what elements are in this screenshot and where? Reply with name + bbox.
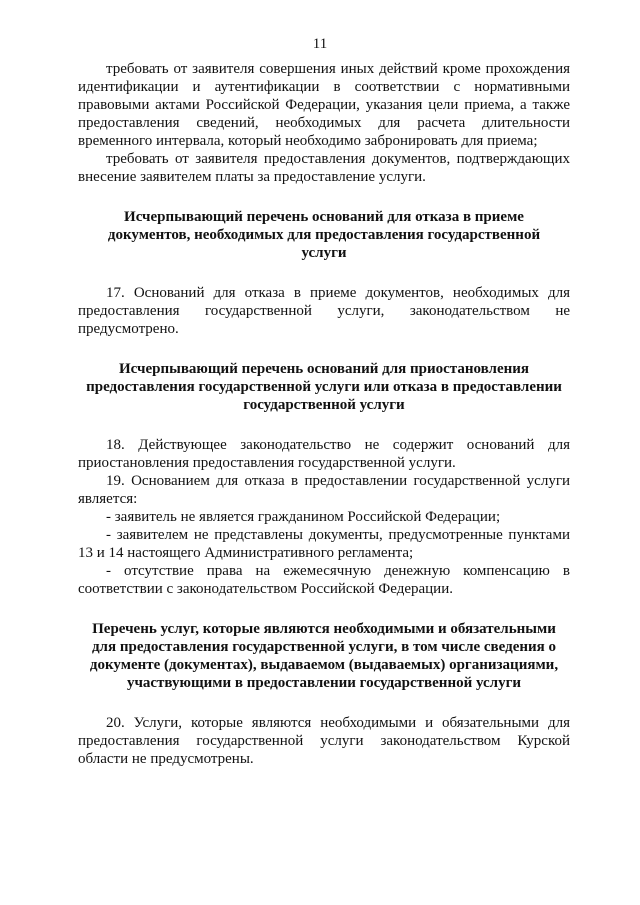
section-heading-suspension-refusal: Исчерпывающий перечень оснований для приостановления предоставления государственной услуги или отказа в предоставлении государственной услуги xyxy=(86,361,562,413)
paragraph-20: 20. Услуги, которые являются необходимыми и обязательными для предоставления государственной услуги законодательством Курской области не предусмотрены. xyxy=(78,715,570,767)
section-heading-refusal-documents: Исчерпывающий перечень оснований для отказа в приеме документов, необходимых для предоставления государственной услуги xyxy=(107,209,541,261)
document-body xyxy=(78,60,570,768)
intro-paragraph-2: требовать от заявителя предоставления документов, подтверждающих внесение заявителем платы за предоставление услуги. xyxy=(78,151,570,185)
page-number: 11 xyxy=(312,36,328,52)
list-item-missing-documents: - заявителем не представлены документы, предусмотренные пунктами 13 и 14 настоящего Административного регламента; xyxy=(78,527,570,561)
paragraph-19: 19. Основанием для отказа в предоставлении государственной услуги является: xyxy=(78,473,570,507)
list-item-not-citizen: - заявитель не является гражданином Российской Федерации; xyxy=(106,509,501,525)
list-item-no-right: - отсутствие права на ежемесячную денежную компенсацию в соответствии с законодательством Российской Федерации. xyxy=(78,563,570,597)
intro-paragraph-1: требовать от заявителя совершения иных действий кроме прохождения идентификации и аутентификации в соответствии с нормативными правовыми актами Российской Федерации, указания цели приема, а также предоставления сведений, необходимых для расчета длительности временного интервала, который необходимо забронировать для приема; xyxy=(78,61,570,149)
section-heading-required-services: Перечень услуг, которые являются необходимыми и обязательными для предоставления государственной услуги, в том числе сведения о документе (документах), выдаваемом (выдаваемых) организациями, участвующими в предоставлении государственной услуги xyxy=(89,621,559,691)
paragraph-18: 18. Действующее законодательство не содержит оснований для приостановления предоставления государственной услуги. xyxy=(78,437,570,471)
paragraph-17: 17. Оснований для отказа в приеме документов, необходимых для предоставления государственной услуги, законодательством не предусмотрено. xyxy=(78,285,570,337)
